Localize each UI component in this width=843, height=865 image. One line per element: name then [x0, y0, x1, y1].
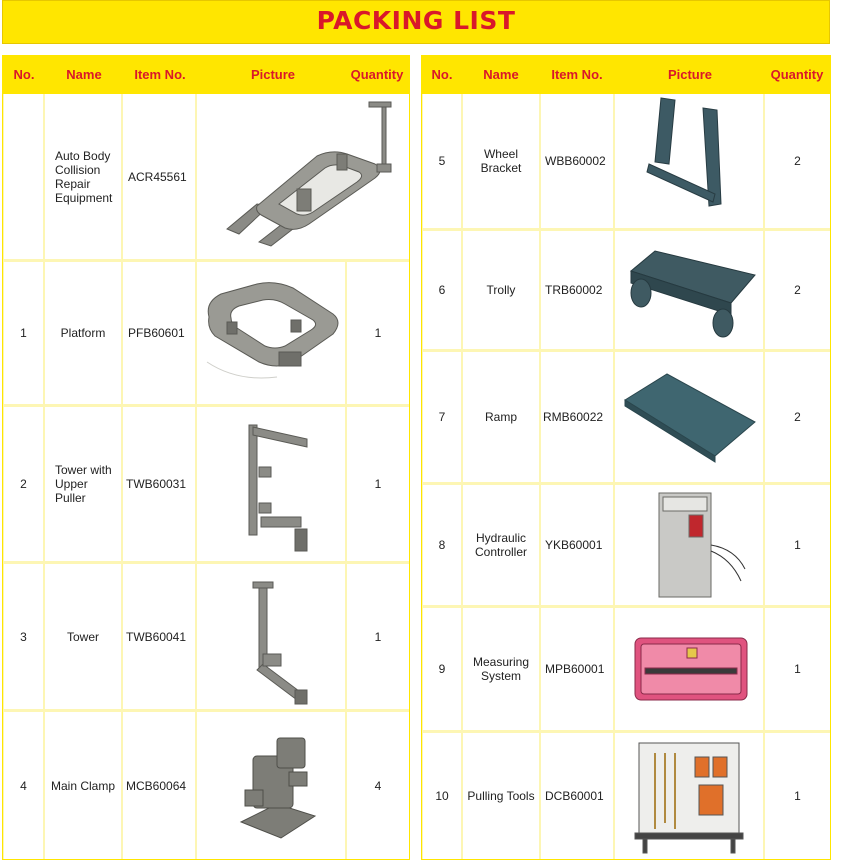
- row-quantity: 4: [347, 712, 409, 859]
- row-item-no: DCB60001: [541, 733, 613, 859]
- row-name: Measuring System: [463, 608, 539, 730]
- header-no: No.: [431, 67, 453, 82]
- trolly-picture: [615, 231, 763, 349]
- row-name: Trolly: [463, 231, 539, 349]
- packing-table-left: [2, 55, 410, 860]
- tower-picture: [197, 564, 345, 709]
- table-header: [422, 56, 830, 94]
- row-quantity: 2: [765, 94, 830, 228]
- row-quantity: 2: [765, 352, 830, 482]
- row-no: 6: [423, 231, 461, 349]
- header-item-no: Item No.: [134, 67, 186, 82]
- row-no: 9: [423, 608, 461, 730]
- row-name: Main Clamp: [45, 712, 121, 859]
- wheel-bracket-picture: [615, 94, 763, 228]
- pulling-tools-picture: [615, 733, 763, 859]
- row-name: Platform: [45, 262, 121, 404]
- row-no: 5: [423, 94, 461, 228]
- row-no: [4, 94, 43, 259]
- row-quantity: 1: [765, 608, 830, 730]
- row-item-no: WBB60002: [541, 94, 613, 228]
- row-item-no: TWB60031: [123, 407, 195, 561]
- row-no: 2: [4, 407, 43, 561]
- header-name: Name: [66, 67, 102, 82]
- row-quantity: 1: [765, 733, 830, 859]
- header-quantity: Quantity: [350, 67, 404, 82]
- platform-picture: [197, 262, 345, 404]
- row-no: 4: [4, 712, 43, 859]
- row-name: Ramp: [463, 352, 539, 482]
- row-name: Wheel Bracket: [463, 94, 539, 228]
- header-name: Name: [483, 67, 519, 82]
- measuring-system-picture: [615, 608, 763, 730]
- row-item-no: PFB60601: [123, 262, 195, 404]
- packing-table-right: [421, 55, 831, 860]
- row-quantity: 1: [347, 564, 409, 709]
- header-no: No.: [13, 67, 35, 82]
- row-quantity: 1: [765, 485, 830, 605]
- hydraulic-controller-picture: [615, 485, 763, 605]
- row-item-no: MCB60064: [123, 712, 195, 859]
- row-no: 8: [423, 485, 461, 605]
- header-quantity: Quantity: [770, 67, 824, 82]
- table-header: [3, 56, 409, 94]
- tower-upper-puller-picture: [197, 407, 345, 561]
- row-item-no: MPB60001: [541, 608, 613, 730]
- row-no: 10: [423, 733, 461, 859]
- title-banner: [2, 0, 830, 44]
- row-name: Tower with Upper Puller: [45, 407, 121, 561]
- header-item-no: Item No.: [551, 67, 603, 82]
- row-name: Hydraulic Controller: [463, 485, 539, 605]
- row-no: 3: [4, 564, 43, 709]
- row-item-no: YKB60001: [541, 485, 613, 605]
- main-clamp-picture: [197, 712, 345, 859]
- row-name: Pulling Tools: [463, 733, 539, 859]
- equipment-picture: [197, 94, 409, 259]
- row-quantity: 1: [347, 407, 409, 561]
- row-no: 1: [4, 262, 43, 404]
- row-item-no: RMB60022: [541, 352, 613, 482]
- row-name: Tower: [45, 564, 121, 709]
- row-quantity: 2: [765, 231, 830, 349]
- page-title: PACKING LIST: [316, 6, 516, 35]
- header-picture: Picture: [667, 67, 713, 82]
- row-name: Auto Body Collision Repair Equipment: [45, 94, 121, 259]
- row-item-no: ACR45561: [123, 94, 195, 259]
- row-no: 7: [423, 352, 461, 482]
- ramp-picture: [615, 352, 763, 482]
- header-picture: Picture: [250, 67, 296, 82]
- row-item-no: TWB60041: [123, 564, 195, 709]
- row-quantity: 1: [347, 262, 409, 404]
- row-item-no: TRB60002: [541, 231, 613, 349]
